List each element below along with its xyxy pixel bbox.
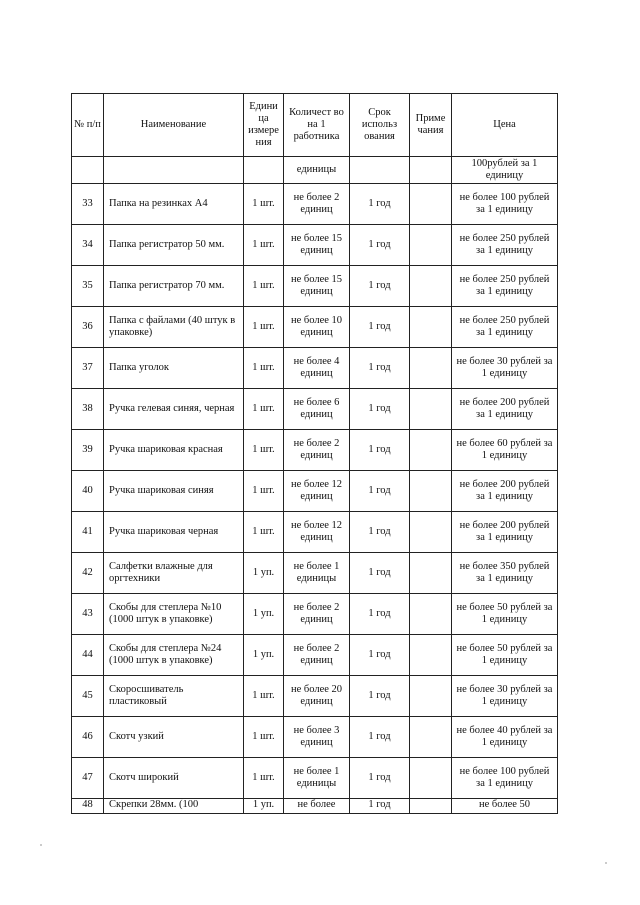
- cell-name: Папка регистратор 50 мм.: [104, 225, 244, 266]
- cell-qty: не более 1 единицы: [284, 758, 350, 799]
- cell-num: 35: [72, 266, 104, 307]
- cell-name: Салфетки влажные для оргтехники: [104, 553, 244, 594]
- cell-term: 1 год: [350, 471, 410, 512]
- cell-qty: не более 2 единиц: [284, 184, 350, 225]
- cell-qty: не более 2 единиц: [284, 635, 350, 676]
- cell-qty: не более 3 единиц: [284, 717, 350, 758]
- table-row: [72, 676, 558, 717]
- cell-unit: 1 шт.: [244, 471, 284, 512]
- cell-price: не более 250 рублей за 1 единицу: [452, 307, 558, 348]
- cell-unit: 1 уп.: [244, 635, 284, 676]
- cell-note: [410, 184, 452, 225]
- table-row: [72, 717, 558, 758]
- cell-unit: 1 шт.: [244, 717, 284, 758]
- cont-num: [72, 157, 104, 184]
- cell-term: 1 год: [350, 799, 410, 814]
- header-note: Приме чания: [410, 94, 452, 157]
- table-row: [72, 307, 558, 348]
- table-row: [72, 635, 558, 676]
- cell-num: 33: [72, 184, 104, 225]
- cell-num: 37: [72, 348, 104, 389]
- cell-qty: не более 1 единицы: [284, 553, 350, 594]
- header-num: № п/п: [72, 94, 104, 157]
- cont-qty: единицы: [284, 157, 350, 184]
- cell-num: 48: [72, 799, 104, 814]
- cell-term: 1 год: [350, 635, 410, 676]
- cell-num: 44: [72, 635, 104, 676]
- cell-note: [410, 594, 452, 635]
- table-row: [72, 471, 558, 512]
- header-qty: Количест во на 1 работника: [284, 94, 350, 157]
- cell-unit: 1 шт.: [244, 758, 284, 799]
- cell-term: 1 год: [350, 717, 410, 758]
- cell-price: не более 350 рублей за 1 единицу: [452, 553, 558, 594]
- cell-qty: не более 20 единиц: [284, 676, 350, 717]
- cell-name: Папка уголок: [104, 348, 244, 389]
- cell-note: [410, 348, 452, 389]
- scan-speck: [40, 844, 42, 846]
- cell-note: [410, 635, 452, 676]
- cell-unit: 1 уп.: [244, 799, 284, 814]
- cell-num: 40: [72, 471, 104, 512]
- cell-unit: 1 шт.: [244, 676, 284, 717]
- cell-term: 1 год: [350, 758, 410, 799]
- cell-note: [410, 758, 452, 799]
- cell-price: не более 100 рублей за 1 единицу: [452, 758, 558, 799]
- cell-name: Папка регистратор 70 мм.: [104, 266, 244, 307]
- cell-price: не более 200 рублей за 1 единицу: [452, 512, 558, 553]
- cell-name: Скрепки 28мм. (100: [104, 799, 244, 814]
- cell-qty: не более 12 единиц: [284, 471, 350, 512]
- cont-unit: [244, 157, 284, 184]
- continuation-row: [72, 157, 558, 184]
- cont-term: [350, 157, 410, 184]
- cell-price: не более 40 рублей за 1 единицу: [452, 717, 558, 758]
- cell-note: [410, 553, 452, 594]
- cell-price: не более 100 рублей за 1 единицу: [452, 184, 558, 225]
- cont-name: [104, 157, 244, 184]
- cell-qty: не более 6 единиц: [284, 389, 350, 430]
- cell-term: 1 год: [350, 225, 410, 266]
- cell-note: [410, 717, 452, 758]
- cell-name: Папка с файлами (40 штук в упаковке): [104, 307, 244, 348]
- cell-price: не более 30 рублей за 1 единицу: [452, 348, 558, 389]
- cell-name: Ручка шариковая синяя: [104, 471, 244, 512]
- header-term: Срок использ ования: [350, 94, 410, 157]
- cell-qty: не более 15 единиц: [284, 266, 350, 307]
- cell-term: 1 год: [350, 676, 410, 717]
- cell-name: Скоросшиватель пластиковый: [104, 676, 244, 717]
- header-row: [72, 94, 558, 157]
- cell-term: 1 год: [350, 266, 410, 307]
- cell-term: 1 год: [350, 389, 410, 430]
- cell-qty: не более 12 единиц: [284, 512, 350, 553]
- cell-price: не более 250 рублей за 1 единицу: [452, 266, 558, 307]
- cell-num: 43: [72, 594, 104, 635]
- cell-note: [410, 307, 452, 348]
- cell-term: 1 год: [350, 348, 410, 389]
- cont-note: [410, 157, 452, 184]
- cell-name: Скобы для степлера №10 (1000 штук в упаковке): [104, 594, 244, 635]
- cell-note: [410, 676, 452, 717]
- cell-term: 1 год: [350, 307, 410, 348]
- table-row: [72, 430, 558, 471]
- cell-num: 46: [72, 717, 104, 758]
- cell-term: 1 год: [350, 430, 410, 471]
- cell-term: 1 год: [350, 553, 410, 594]
- cell-term: 1 год: [350, 512, 410, 553]
- cell-num: 47: [72, 758, 104, 799]
- table-row: [72, 758, 558, 799]
- table-row-partial: [72, 799, 558, 814]
- cell-price: не более 30 рублей за 1 единицу: [452, 676, 558, 717]
- cell-price: не более 200 рублей за 1 единицу: [452, 389, 558, 430]
- cell-qty: не более 2 единиц: [284, 594, 350, 635]
- cont-price: 100рублей за 1 единицу: [452, 157, 558, 184]
- cell-unit: 1 шт.: [244, 430, 284, 471]
- cell-name: Скотч узкий: [104, 717, 244, 758]
- cell-note: [410, 430, 452, 471]
- cell-num: 38: [72, 389, 104, 430]
- cell-unit: 1 шт.: [244, 266, 284, 307]
- cell-qty: не более 4 единиц: [284, 348, 350, 389]
- cell-num: 34: [72, 225, 104, 266]
- cell-price: не более 200 рублей за 1 единицу: [452, 471, 558, 512]
- cell-num: 39: [72, 430, 104, 471]
- cell-note: [410, 225, 452, 266]
- cell-name: Папка на резинках А4: [104, 184, 244, 225]
- table-row: [72, 225, 558, 266]
- cell-qty: не более: [284, 799, 350, 814]
- supplies-table: [71, 93, 558, 814]
- cell-note: [410, 512, 452, 553]
- cell-unit: 1 шт.: [244, 348, 284, 389]
- table-row: [72, 389, 558, 430]
- cell-note: [410, 799, 452, 814]
- cell-num: 41: [72, 512, 104, 553]
- cell-name: Скотч широкий: [104, 758, 244, 799]
- cell-name: Ручка шариковая красная: [104, 430, 244, 471]
- cell-num: 45: [72, 676, 104, 717]
- cell-unit: 1 шт.: [244, 389, 284, 430]
- header-unit: Едини ца измере ния: [244, 94, 284, 157]
- table-row: [72, 266, 558, 307]
- cell-qty: не более 10 единиц: [284, 307, 350, 348]
- cell-price: не более 250 рублей за 1 единицу: [452, 225, 558, 266]
- cell-unit: 1 шт.: [244, 225, 284, 266]
- cell-price: не более 50 рублей за 1 единицу: [452, 594, 558, 635]
- cell-unit: 1 уп.: [244, 553, 284, 594]
- cell-num: 36: [72, 307, 104, 348]
- cell-price: не более 60 рублей за 1 единицу: [452, 430, 558, 471]
- cell-num: 42: [72, 553, 104, 594]
- cell-price: не более 50 рублей за 1 единицу: [452, 635, 558, 676]
- cell-term: 1 год: [350, 594, 410, 635]
- cell-name: Ручка шариковая черная: [104, 512, 244, 553]
- header-price: Цена: [452, 94, 558, 157]
- cell-price: не более 50: [452, 799, 558, 814]
- cell-note: [410, 266, 452, 307]
- table-row: [72, 594, 558, 635]
- cell-unit: 1 шт.: [244, 307, 284, 348]
- scan-speck: [605, 862, 607, 864]
- cell-unit: 1 уп.: [244, 594, 284, 635]
- cell-unit: 1 шт.: [244, 512, 284, 553]
- cell-note: [410, 389, 452, 430]
- cell-qty: не более 15 единиц: [284, 225, 350, 266]
- cell-unit: 1 шт.: [244, 184, 284, 225]
- table-row: [72, 512, 558, 553]
- table-row: [72, 348, 558, 389]
- table-row: [72, 184, 558, 225]
- header-name: Наименование: [104, 94, 244, 157]
- cell-name: Ручка гелевая синяя, черная: [104, 389, 244, 430]
- cell-qty: не более 2 единиц: [284, 430, 350, 471]
- cell-note: [410, 471, 452, 512]
- table-row: [72, 553, 558, 594]
- cell-name: Скобы для степлера №24 (1000 штук в упаковке): [104, 635, 244, 676]
- cell-term: 1 год: [350, 184, 410, 225]
